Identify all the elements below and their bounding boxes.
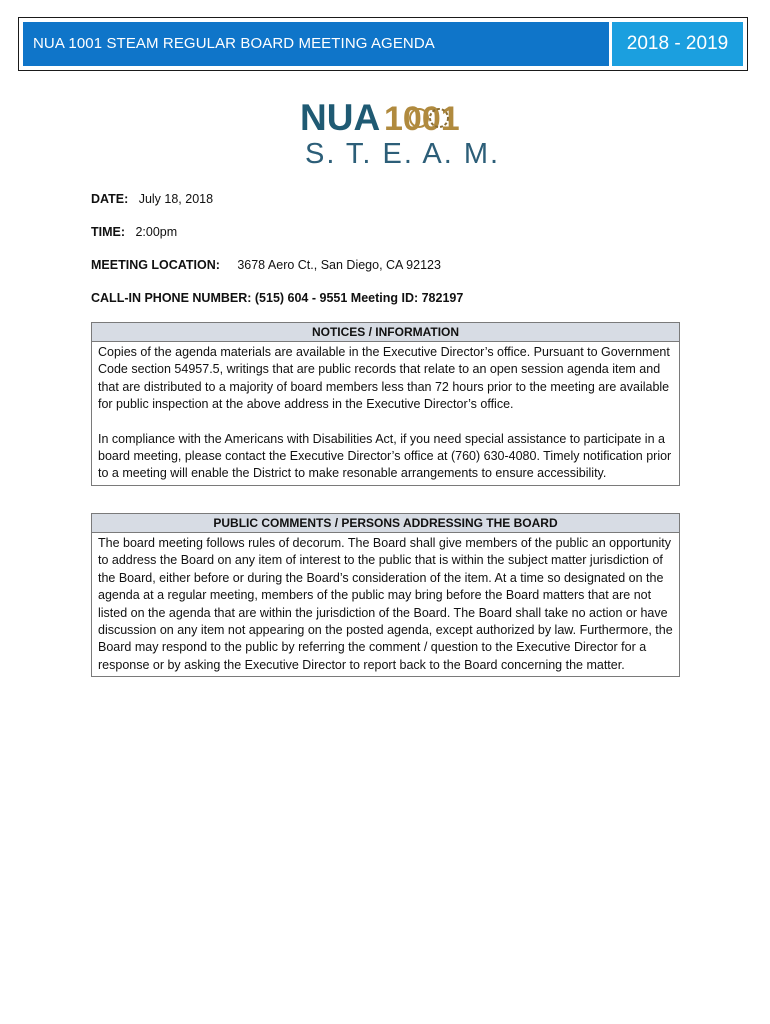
location-label: MEETING LOCATION: — [91, 258, 220, 272]
notices-heading: NOTICES / INFORMATION — [92, 323, 679, 342]
date-row — [91, 192, 213, 206]
school-year: 2018 - 2019 — [612, 22, 743, 66]
agenda-title: NUA 1001 STEAM REGULAR BOARD MEETING AGENDA — [23, 22, 609, 66]
notices-box — [91, 322, 680, 486]
logo-1001-text: 1001 — [384, 100, 460, 138]
logo-1001-graphic — [384, 100, 460, 138]
date-value: July 18, 2018 — [138, 192, 214, 206]
public-comments-box — [91, 513, 680, 677]
time-row — [91, 225, 177, 239]
date-label: DATE: — [91, 192, 129, 206]
header-banner — [18, 17, 748, 71]
location-row — [91, 258, 441, 272]
public-comments-paragraph: The board meeting follows rules of decorum. The Board shall give members of the public an opportunity to address the Board on any item of interest to the public that is within the subject matter jurisdiction of the Board, either before or during the Board’s consideration of the item. At a time so designated on the agenda at a regular meeting, members of the public may bring before the Board matters that are not listed on the agenda that are within the jurisdiction of the Board. The Board shall take no action or have discussion on any item not appearing on the posted agenda, except authorized by law. Furthermore, the Board may respond to the public by referring the comment / question to the Executive Director for a response or by asking the Executive Director to report back to the Board concerning the matter. — [98, 536, 673, 672]
logo-steam-tagline: S. T. E. A. M. — [305, 138, 501, 170]
notices-paragraph-ada: In compliance with the Americans with Disabilities Act, if you need special assistance to participate in a board meeting, please contact the Executive Director’s office at (760) 630-4080. Timely notification prior to a meeting will enable the District to make resonable arrangements to ensure accessibility. — [98, 431, 672, 481]
location-value: 3678 Aero Ct., San Diego, CA 92123 — [237, 258, 441, 272]
time-label: TIME: — [91, 225, 126, 239]
callin-info: CALL-IN PHONE NUMBER: (515) 604 - 9551 Meeting ID: 782197 — [91, 291, 464, 305]
notices-paragraph-agenda-materials: Copies of the agenda materials are available in the Executive Director’s office. Pursuant to Government Code section 54957.5, writings that are public records that relate to an open session agenda item and that are distributed to a majority of board members less than 72 hours prior to the meeting are available for public inspection at the above address in the Executive Director’s office. — [98, 345, 670, 412]
time-value: 2:00pm — [135, 225, 178, 239]
public-comments-heading: PUBLIC COMMENTS / PERSONS ADDRESSING THE BOARD — [92, 514, 679, 533]
logo-nua-text: NUA — [300, 97, 381, 138]
